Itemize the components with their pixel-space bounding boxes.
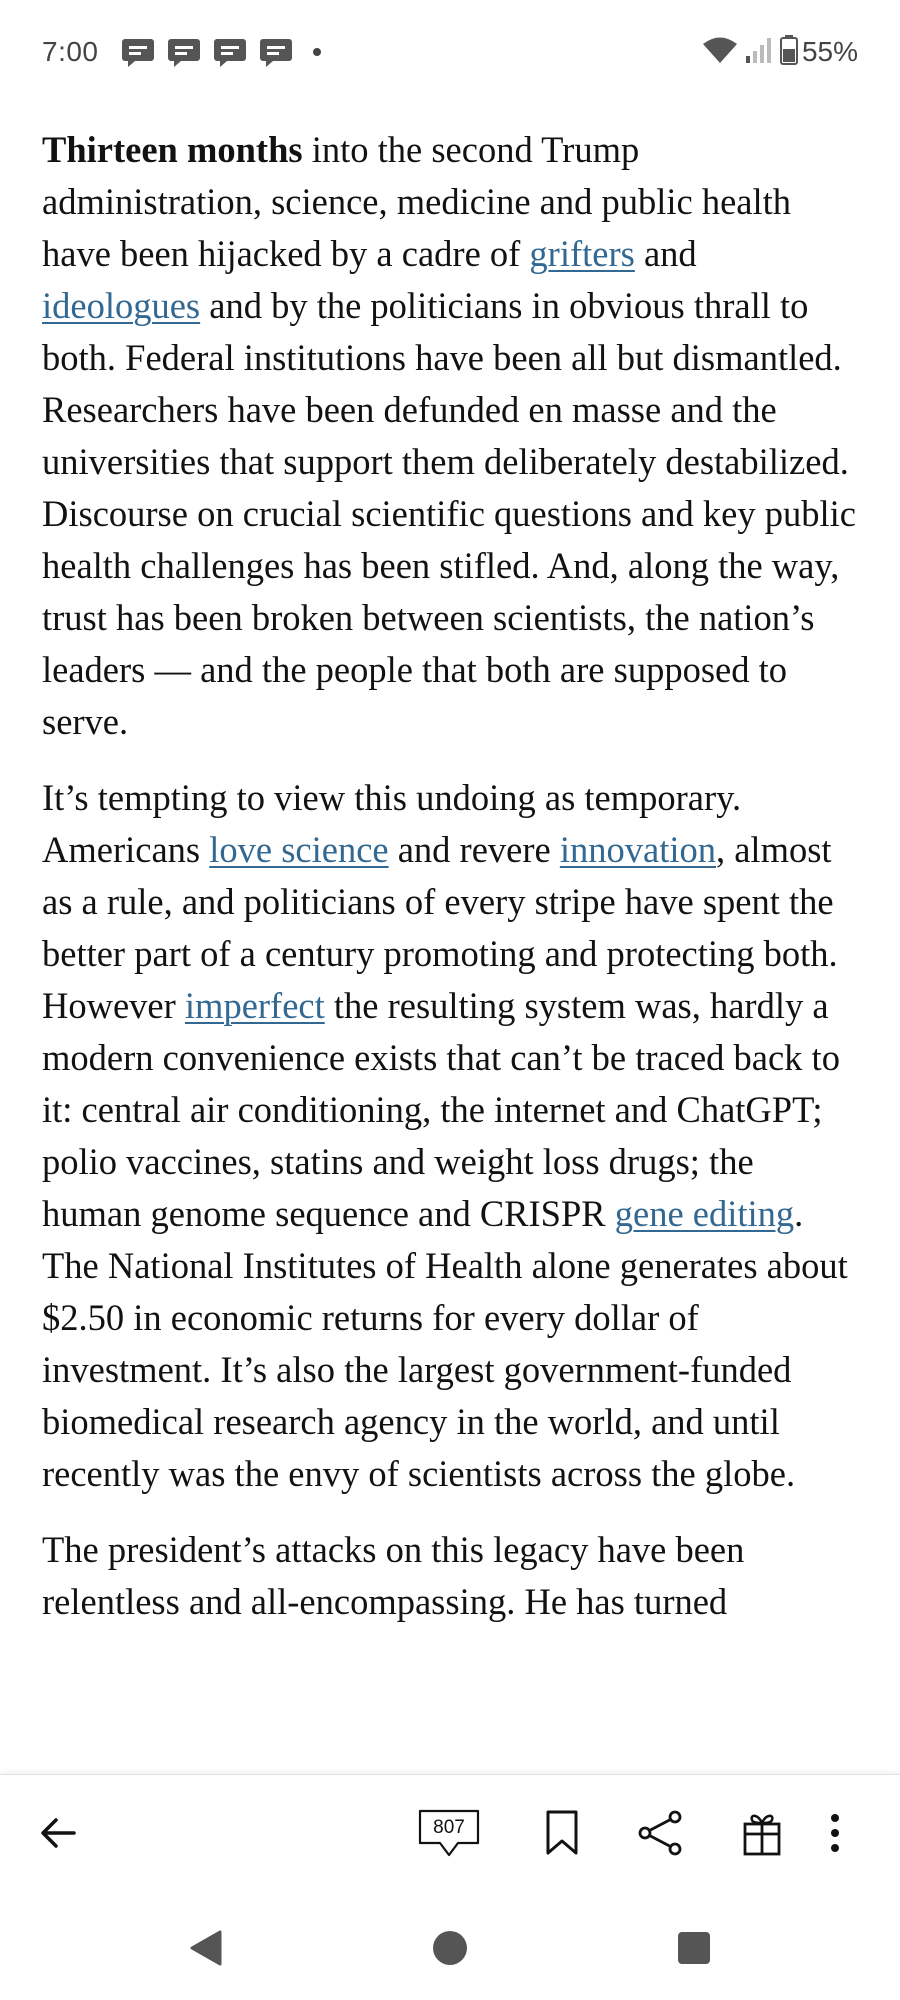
nav-recents-square-icon xyxy=(674,1928,714,1973)
bookmark-button[interactable] xyxy=(530,1803,594,1867)
status-time: 7:00 xyxy=(42,36,99,67)
message-notification-icon xyxy=(167,36,201,68)
status-left xyxy=(42,36,321,68)
back-button[interactable] xyxy=(26,1803,90,1867)
more-notifications-dot-icon xyxy=(313,48,321,56)
wifi-icon xyxy=(702,36,738,69)
battery-percent: 55% xyxy=(801,36,858,67)
message-notification-icon xyxy=(121,36,155,68)
paragraph-text: . The National Institutes of Health alone generates about $2.50 in economic returns for every dollar of investment. It’s also the largest government-funded biomedical research agency in the world, and until recently was the envy of scientists across the globe. xyxy=(42,1193,848,1494)
paragraph-text: , almost as a rule, and politicians of every stripe have spent the better part of a century promoting and protecting both. However xyxy=(42,829,838,1026)
paragraph-text: the resulting system was, hardly a modern convenience exists that can’t be traced back to it: central air conditioning, the internet and ChatGPT; polio vaccines, statins and weight loss drugs; the human genome sequence and CRISPR xyxy=(42,985,840,1234)
article-body xyxy=(42,124,862,1774)
gift-icon xyxy=(741,1810,783,1861)
message-notification-icon xyxy=(213,36,247,68)
nav-home-circle-icon xyxy=(430,1928,470,1973)
link-love-science[interactable]: love science xyxy=(209,829,389,870)
link-ideologues[interactable]: ideologues xyxy=(42,285,201,326)
article-paragraph-2 xyxy=(42,772,862,1500)
article-paragraph-3 xyxy=(42,1524,862,1628)
article-paragraph-1 xyxy=(42,124,862,748)
signal-icon xyxy=(744,36,774,69)
link-innovation[interactable]: innovation xyxy=(559,829,716,870)
battery-icon xyxy=(780,35,798,70)
comments-icon xyxy=(418,1809,480,1861)
paragraph-text: It’s tempting to view this undoing as temporary. Americans xyxy=(42,777,742,870)
lead-in: Thirteen months xyxy=(42,129,303,170)
nav-recents-button[interactable] xyxy=(668,1924,720,1976)
more-vertical-icon xyxy=(829,1813,841,1858)
share-icon xyxy=(637,1810,683,1861)
paragraph-text: into the second Trump administration, science, medicine and public health have been hijacked by a cadre of xyxy=(42,129,792,274)
system-nav-bar xyxy=(0,1898,900,2000)
back-arrow-icon xyxy=(38,1813,78,1858)
comments-count: 807 xyxy=(433,1817,465,1838)
paragraph-text: and revere xyxy=(388,829,560,870)
status-right xyxy=(696,35,858,70)
paragraph-text: and by the politicians in obvious thrall to both. Federal institutions have been all but dismantled. Researchers have been defunded en masse and the universities that support them deliberately destabilized. Discourse on crucial scientific questions and key public health challenges has been stifled. And, along the way, trust has been broken between scientists, the nation’s leaders — and the people that both are supposed to serve. xyxy=(42,285,856,742)
status-bar xyxy=(0,0,900,104)
paragraph-text: The president’s attacks on this legacy have been relentless and all-encompassing. He has turned xyxy=(42,1529,745,1622)
nav-home-button[interactable] xyxy=(424,1924,476,1976)
link-grifters[interactable]: grifters xyxy=(529,233,635,274)
link-gene-editing[interactable]: gene editing xyxy=(614,1193,795,1234)
article-toolbar xyxy=(0,1774,900,1899)
nav-back-triangle-icon xyxy=(186,1928,226,1973)
comments-button[interactable] xyxy=(416,1803,482,1867)
more-options-button[interactable] xyxy=(812,1803,858,1867)
link-imperfect[interactable]: imperfect xyxy=(184,985,325,1026)
share-button[interactable] xyxy=(628,1803,692,1867)
nav-back-button[interactable] xyxy=(180,1924,232,1976)
paragraph-text: and xyxy=(634,233,697,274)
gift-article-button[interactable] xyxy=(730,1803,794,1867)
bookmark-icon xyxy=(545,1810,579,1861)
message-notification-icon xyxy=(259,36,293,68)
